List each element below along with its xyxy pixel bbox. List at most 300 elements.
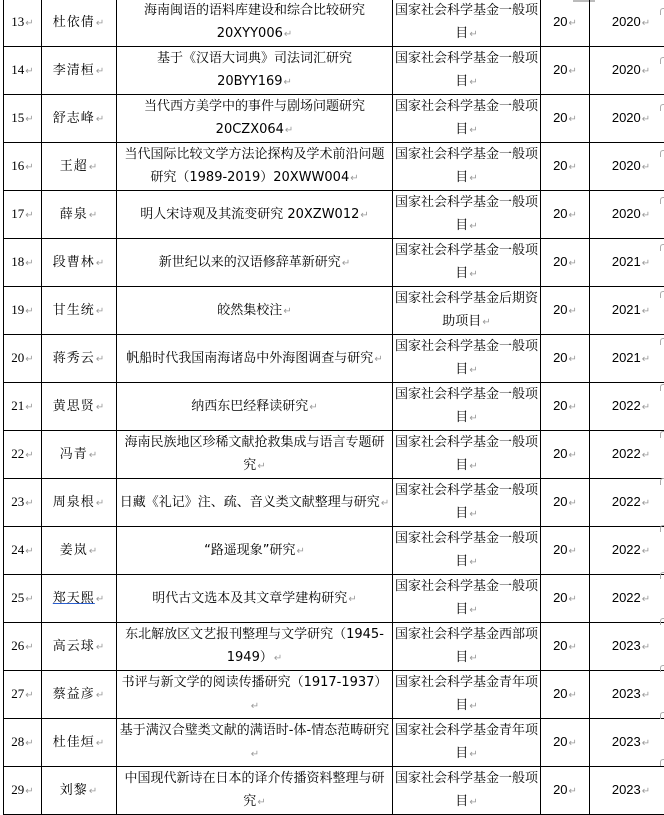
project-type: 国家社会科学基金一般项目 [395, 339, 538, 377]
project-type-cell [393, 527, 541, 575]
researcher-name: 周泉根 [53, 495, 95, 510]
researcher-name: 舒志峰 [53, 111, 95, 126]
project-type: 国家社会科学基金西部项目 [395, 627, 538, 665]
paragraph-mark-icon: ↵ [25, 354, 33, 365]
row-end-mark-icon [660, 525, 664, 532]
table-row [4, 95, 664, 143]
name-cell [42, 191, 117, 239]
paragraph-mark-icon: ↵ [469, 413, 477, 424]
paragraph-mark-icon: ↵ [569, 594, 577, 605]
row-end-mark-icon [660, 431, 664, 438]
paragraph-mark-icon: ↵ [381, 498, 389, 509]
paragraph-mark-icon: ↵ [569, 162, 577, 173]
funding-amount: 20 [553, 542, 567, 557]
year-cell [590, 431, 664, 479]
row-number-cell [4, 575, 42, 623]
amount-cell [541, 47, 590, 95]
paragraph-mark-icon: ↵ [25, 306, 33, 317]
amount-cell [541, 575, 590, 623]
project-title: “路遥现象”研究 [204, 543, 295, 558]
paragraph-mark-icon: ↵ [96, 738, 105, 749]
paragraph-mark-icon: ↵ [89, 162, 98, 173]
project-year: 2020 [612, 158, 641, 173]
paragraph-mark-icon: ↵ [309, 402, 317, 413]
researcher-name: 黄思贤 [53, 399, 95, 414]
row-number: 19 [11, 302, 24, 317]
paragraph-mark-icon: ↵ [642, 690, 650, 701]
paragraph-mark-icon: ↵ [469, 365, 477, 376]
row-end-mark-icon [660, 384, 664, 391]
paragraph-mark-icon: ↵ [25, 738, 33, 749]
paragraph-mark-icon: ↵ [25, 786, 33, 797]
paragraph-mark-icon: ↵ [469, 749, 477, 760]
project-type: 国家社会科学基金后期资助项目 [395, 291, 538, 329]
paragraph-mark-icon: ↵ [642, 642, 650, 653]
row-number-cell [4, 527, 42, 575]
name-cell [42, 143, 117, 191]
paragraph-mark-icon: ↵ [25, 546, 33, 557]
paragraph-mark-icon: ↵ [25, 642, 33, 653]
table-row [4, 0, 664, 47]
row-number: 23 [11, 494, 24, 509]
paragraph-mark-icon: ↵ [569, 210, 577, 221]
name-cell [42, 479, 117, 527]
project-title: 帆船时代我国南海诸岛中外海图调查与研究 [126, 351, 373, 366]
row-number-cell [4, 239, 42, 287]
amount-cell [541, 719, 590, 767]
name-cell [42, 767, 117, 815]
year-cell [590, 47, 664, 95]
amount-cell [541, 623, 590, 671]
table-row [4, 719, 664, 767]
row-end-mark-icon [660, 712, 664, 719]
project-year: 2022 [612, 398, 641, 413]
row-number: 27 [11, 686, 24, 701]
researcher-name: 冯青 [60, 447, 88, 462]
year-cell [590, 191, 664, 239]
project-type-cell [393, 239, 541, 287]
funding-amount: 20 [553, 350, 567, 365]
project-type-cell [393, 0, 541, 47]
amount-cell [541, 527, 590, 575]
title-cell [117, 527, 393, 575]
paragraph-mark-icon: ↵ [482, 317, 490, 328]
row-end-mark-icon [660, 197, 664, 204]
project-year: 2023 [612, 686, 641, 701]
paragraph-mark-icon: ↵ [569, 498, 577, 509]
funding-amount: 20 [553, 110, 567, 125]
row-number: 18 [11, 254, 24, 269]
row-number-cell [4, 623, 42, 671]
row-number: 17 [11, 206, 24, 221]
title-cell [117, 287, 393, 335]
row-end-mark-icon [660, 618, 664, 625]
researcher-name: 郑天熙 [53, 591, 95, 606]
project-title: 基于《汉语大词典》司法词汇研究 20BYY169 [157, 51, 352, 89]
year-cell [590, 671, 664, 719]
paragraph-mark-icon: ↵ [642, 594, 650, 605]
title-cell [117, 383, 393, 431]
row-number-cell [4, 95, 42, 143]
row-end-mark-icon [660, 759, 664, 766]
title-cell [117, 671, 393, 719]
project-type-cell [393, 479, 541, 527]
paragraph-mark-icon: ↵ [25, 210, 33, 221]
project-table [3, 0, 664, 815]
amount-cell [541, 767, 590, 815]
row-number: 14 [11, 62, 24, 77]
year-cell [590, 143, 664, 191]
row-number: 28 [11, 734, 24, 749]
project-title: 日藏《礼记》注、疏、音义类文献整理与研究 [120, 495, 380, 510]
project-type-cell [393, 191, 541, 239]
year-cell [590, 767, 664, 815]
project-type: 国家社会科学基金青年项目 [395, 723, 538, 761]
paragraph-mark-icon: ↵ [642, 306, 650, 317]
paragraph-mark-icon: ↵ [569, 354, 577, 365]
paragraph-mark-icon: ↵ [285, 125, 293, 136]
name-cell [42, 623, 117, 671]
paragraph-mark-icon: ↵ [25, 162, 33, 173]
paragraph-mark-icon: ↵ [96, 354, 105, 365]
row-number-cell [4, 671, 42, 719]
paragraph-mark-icon: ↵ [569, 690, 577, 701]
paragraph-mark-icon: ↵ [342, 258, 350, 269]
project-year: 2020 [612, 14, 641, 29]
table-row [4, 47, 664, 95]
paragraph-mark-icon: ↵ [469, 221, 477, 232]
year-cell [590, 287, 664, 335]
paragraph-mark-icon: ↵ [642, 66, 650, 77]
paragraph-mark-icon: ↵ [283, 306, 291, 317]
project-type-cell [393, 143, 541, 191]
paragraph-mark-icon: ↵ [96, 114, 105, 125]
paragraph-mark-icon: ↵ [96, 66, 105, 77]
project-type: 国家社会科学基金一般项目 [395, 3, 538, 41]
row-number-cell [4, 191, 42, 239]
project-year: 2021 [612, 254, 641, 269]
funding-amount: 20 [553, 62, 567, 77]
name-cell [42, 671, 117, 719]
paragraph-mark-icon: ↵ [96, 306, 105, 317]
row-number-cell [4, 431, 42, 479]
funding-amount: 20 [553, 206, 567, 221]
project-title: 明代古文选本及其文章学建构研究 [152, 591, 347, 606]
paragraph-mark-icon: ↵ [297, 546, 305, 557]
title-cell [117, 0, 393, 47]
paragraph-mark-icon: ↵ [642, 738, 650, 749]
title-cell [117, 239, 393, 287]
project-year: 2020 [612, 110, 641, 125]
funding-amount: 20 [553, 14, 567, 29]
name-cell [42, 335, 117, 383]
funding-amount: 20 [553, 398, 567, 413]
project-title: 当代国际比较文学方法论探构及学术前沿问题研究（1989-2019）20XWW004 [124, 147, 384, 185]
researcher-name: 蒋秀云 [53, 351, 95, 366]
paragraph-mark-icon: ↵ [25, 18, 33, 29]
project-type: 国家社会科学基金一般项目 [395, 147, 538, 185]
paragraph-mark-icon: ↵ [284, 77, 292, 88]
paragraph-mark-icon: ↵ [569, 738, 577, 749]
paragraph-mark-icon: ↵ [25, 258, 33, 269]
table-row [4, 479, 664, 527]
project-year: 2022 [612, 446, 641, 461]
paragraph-mark-icon: ↵ [348, 594, 356, 605]
project-type-cell [393, 575, 541, 623]
paragraph-mark-icon: ↵ [642, 546, 650, 557]
paragraph-mark-icon: ↵ [569, 546, 577, 557]
name-cell [42, 0, 117, 47]
project-year: 2022 [612, 590, 641, 605]
row-number-cell [4, 767, 42, 815]
paragraph-mark-icon: ↵ [569, 66, 577, 77]
row-number-cell [4, 287, 42, 335]
row-number-cell [4, 719, 42, 767]
project-type-cell [393, 287, 541, 335]
paragraph-mark-icon: ↵ [96, 258, 105, 269]
funding-amount: 20 [553, 446, 567, 461]
paragraph-mark-icon: ↵ [469, 509, 477, 520]
paragraph-mark-icon: ↵ [25, 114, 33, 125]
paragraph-mark-icon: ↵ [89, 546, 98, 557]
researcher-name: 王超 [60, 159, 88, 174]
paragraph-mark-icon: ↵ [96, 18, 105, 29]
row-end-mark-icon [660, 150, 664, 157]
project-type-cell [393, 47, 541, 95]
name-cell [42, 719, 117, 767]
row-number: 13 [11, 14, 24, 29]
project-title: 皎然集校注 [217, 303, 282, 318]
project-type: 国家社会科学基金一般项目 [395, 243, 538, 281]
amount-cell [541, 671, 590, 719]
row-number: 15 [11, 110, 24, 125]
row-number-cell [4, 383, 42, 431]
paragraph-mark-icon: ↵ [469, 125, 477, 136]
table-row [4, 287, 664, 335]
year-cell [590, 383, 664, 431]
name-cell [42, 383, 117, 431]
title-cell [117, 479, 393, 527]
amount-cell [541, 239, 590, 287]
name-cell [42, 287, 117, 335]
paragraph-mark-icon: ↵ [469, 269, 477, 280]
row-number-cell [4, 335, 42, 383]
row-end-mark-icon [660, 57, 664, 64]
researcher-name: 姜岚 [60, 543, 88, 558]
paragraph-mark-icon: ↵ [25, 450, 33, 461]
table-body [4, 0, 664, 815]
project-type: 国家社会科学基金青年项目 [395, 675, 538, 713]
year-cell [590, 335, 664, 383]
table-row [4, 143, 664, 191]
amount-cell [541, 143, 590, 191]
paragraph-mark-icon: ↵ [25, 594, 33, 605]
title-cell [117, 719, 393, 767]
row-number: 22 [11, 446, 24, 461]
amount-cell [541, 479, 590, 527]
table-row [4, 239, 664, 287]
paragraph-mark-icon: ↵ [569, 306, 577, 317]
row-end-mark-icon [660, 572, 664, 579]
project-type-cell [393, 95, 541, 143]
row-end-mark-icon [660, 665, 664, 672]
paragraph-mark-icon: ↵ [469, 29, 477, 40]
project-type-cell [393, 383, 541, 431]
name-cell [42, 95, 117, 143]
title-cell [117, 431, 393, 479]
row-end-mark-icon [660, 244, 664, 251]
row-number: 26 [11, 638, 24, 653]
paragraph-mark-icon: ↵ [350, 173, 358, 184]
year-cell [590, 0, 664, 47]
paragraph-mark-icon: ↵ [360, 210, 368, 221]
funding-amount: 20 [553, 782, 567, 797]
paragraph-mark-icon: ↵ [96, 402, 105, 413]
title-cell [117, 143, 393, 191]
project-type-cell [393, 671, 541, 719]
paragraph-mark-icon: ↵ [251, 749, 259, 760]
table-row [4, 671, 664, 719]
paragraph-mark-icon: ↵ [96, 642, 105, 653]
paragraph-mark-icon: ↵ [642, 18, 650, 29]
row-number: 24 [11, 542, 24, 557]
paragraph-mark-icon: ↵ [469, 557, 477, 568]
row-number-cell [4, 479, 42, 527]
project-year: 2023 [612, 734, 641, 749]
paragraph-mark-icon: ↵ [89, 450, 98, 461]
paragraph-mark-icon: ↵ [89, 786, 98, 797]
paragraph-mark-icon: ↵ [642, 786, 650, 797]
project-type-cell [393, 335, 541, 383]
researcher-name: 李清桓 [53, 63, 95, 78]
name-cell [42, 575, 117, 623]
paragraph-mark-icon: ↵ [25, 498, 33, 509]
row-number: 16 [11, 158, 24, 173]
row-number-cell [4, 47, 42, 95]
paragraph-mark-icon: ↵ [642, 210, 650, 221]
paragraph-mark-icon: ↵ [569, 786, 577, 797]
amount-cell [541, 431, 590, 479]
title-cell [117, 335, 393, 383]
project-title: 东北解放区文艺报刊整理与文学研究（1945-1949） [125, 627, 384, 665]
title-cell [117, 191, 393, 239]
project-type-cell [393, 767, 541, 815]
project-type: 国家社会科学基金一般项目 [395, 579, 538, 617]
project-year: 2020 [612, 62, 641, 77]
paragraph-mark-icon: ↵ [469, 605, 477, 616]
paragraph-mark-icon: ↵ [469, 701, 477, 712]
paragraph-mark-icon: ↵ [469, 173, 477, 184]
researcher-name: 杜依倩 [53, 15, 95, 30]
year-cell [590, 575, 664, 623]
paragraph-mark-icon: ↵ [257, 461, 265, 472]
row-number-cell [4, 0, 42, 47]
researcher-name: 甘生统 [53, 303, 95, 318]
researcher-name: 杜佳烜 [53, 735, 95, 750]
row-end-mark-icon [660, 338, 664, 345]
funding-amount: 20 [553, 494, 567, 509]
title-cell [117, 623, 393, 671]
project-type-cell [393, 623, 541, 671]
project-title: 当代西方美学中的事件与剧场问题研究20CZX064 [144, 99, 365, 137]
paragraph-mark-icon: ↵ [569, 450, 577, 461]
year-cell [590, 239, 664, 287]
project-title: 书评与新文学的阅读传播研究（1917-1937） [122, 675, 388, 690]
name-cell [42, 239, 117, 287]
paragraph-mark-icon: ↵ [374, 354, 382, 365]
paragraph-mark-icon: ↵ [251, 701, 259, 712]
paragraph-mark-icon: ↵ [96, 498, 105, 509]
funding-amount: 20 [553, 686, 567, 701]
project-type: 国家社会科学基金一般项目 [395, 531, 538, 569]
row-end-mark-icon [660, 291, 664, 298]
amount-cell [541, 383, 590, 431]
paragraph-mark-icon: ↵ [642, 354, 650, 365]
table-row [4, 767, 664, 815]
row-number: 29 [11, 782, 24, 797]
paragraph-mark-icon: ↵ [96, 690, 105, 701]
funding-amount: 20 [553, 158, 567, 173]
paragraph-mark-icon: ↵ [569, 402, 577, 413]
project-type-cell [393, 719, 541, 767]
project-year: 2020 [612, 206, 641, 221]
name-cell [42, 47, 117, 95]
year-cell [590, 95, 664, 143]
table-row [4, 527, 664, 575]
funding-amount: 20 [553, 734, 567, 749]
paragraph-mark-icon: ↵ [469, 797, 477, 808]
paragraph-mark-icon: ↵ [469, 77, 477, 88]
amount-cell [541, 95, 590, 143]
table-row [4, 335, 664, 383]
researcher-name: 段曹林 [53, 255, 95, 270]
paragraph-mark-icon: ↵ [569, 114, 577, 125]
project-title: 海南民族地区珍稀文献抢救集成与语言专题研究 [124, 435, 384, 473]
funding-amount: 20 [553, 638, 567, 653]
researcher-name: 刘黎 [60, 783, 88, 798]
project-title: 纳西东巴经释读研究 [191, 399, 308, 414]
project-title: 中国现代新诗在日本的译介传播资料整理与研究 [124, 771, 384, 809]
project-year: 2022 [612, 494, 641, 509]
project-year: 2023 [612, 638, 641, 653]
row-end-mark-icon [660, 8, 664, 15]
paragraph-mark-icon: ↵ [469, 461, 477, 472]
title-cell [117, 95, 393, 143]
paragraph-mark-icon: ↵ [469, 653, 477, 664]
table-row [4, 191, 664, 239]
row-number: 20 [11, 350, 24, 365]
project-type: 国家社会科学基金一般项目 [395, 435, 538, 473]
title-cell [117, 767, 393, 815]
project-title: 明人宋诗观及其流变研究 20XZW012 [140, 207, 359, 222]
row-number: 25 [11, 590, 24, 605]
paragraph-mark-icon: ↵ [642, 498, 650, 509]
project-type: 国家社会科学基金一般项目 [395, 99, 538, 137]
project-type: 国家社会科学基金一般项目 [395, 483, 538, 521]
project-type: 国家社会科学基金一般项目 [395, 387, 538, 425]
amount-cell [541, 335, 590, 383]
project-type: 国家社会科学基金一般项目 [395, 195, 538, 233]
title-cell [117, 47, 393, 95]
amount-cell [541, 191, 590, 239]
paragraph-mark-icon: ↵ [25, 690, 33, 701]
row-number-cell [4, 143, 42, 191]
year-cell [590, 479, 664, 527]
researcher-name: 蔡益彦 [53, 687, 95, 702]
paragraph-mark-icon: ↵ [642, 450, 650, 461]
funding-amount: 20 [553, 302, 567, 317]
project-year: 2023 [612, 782, 641, 797]
